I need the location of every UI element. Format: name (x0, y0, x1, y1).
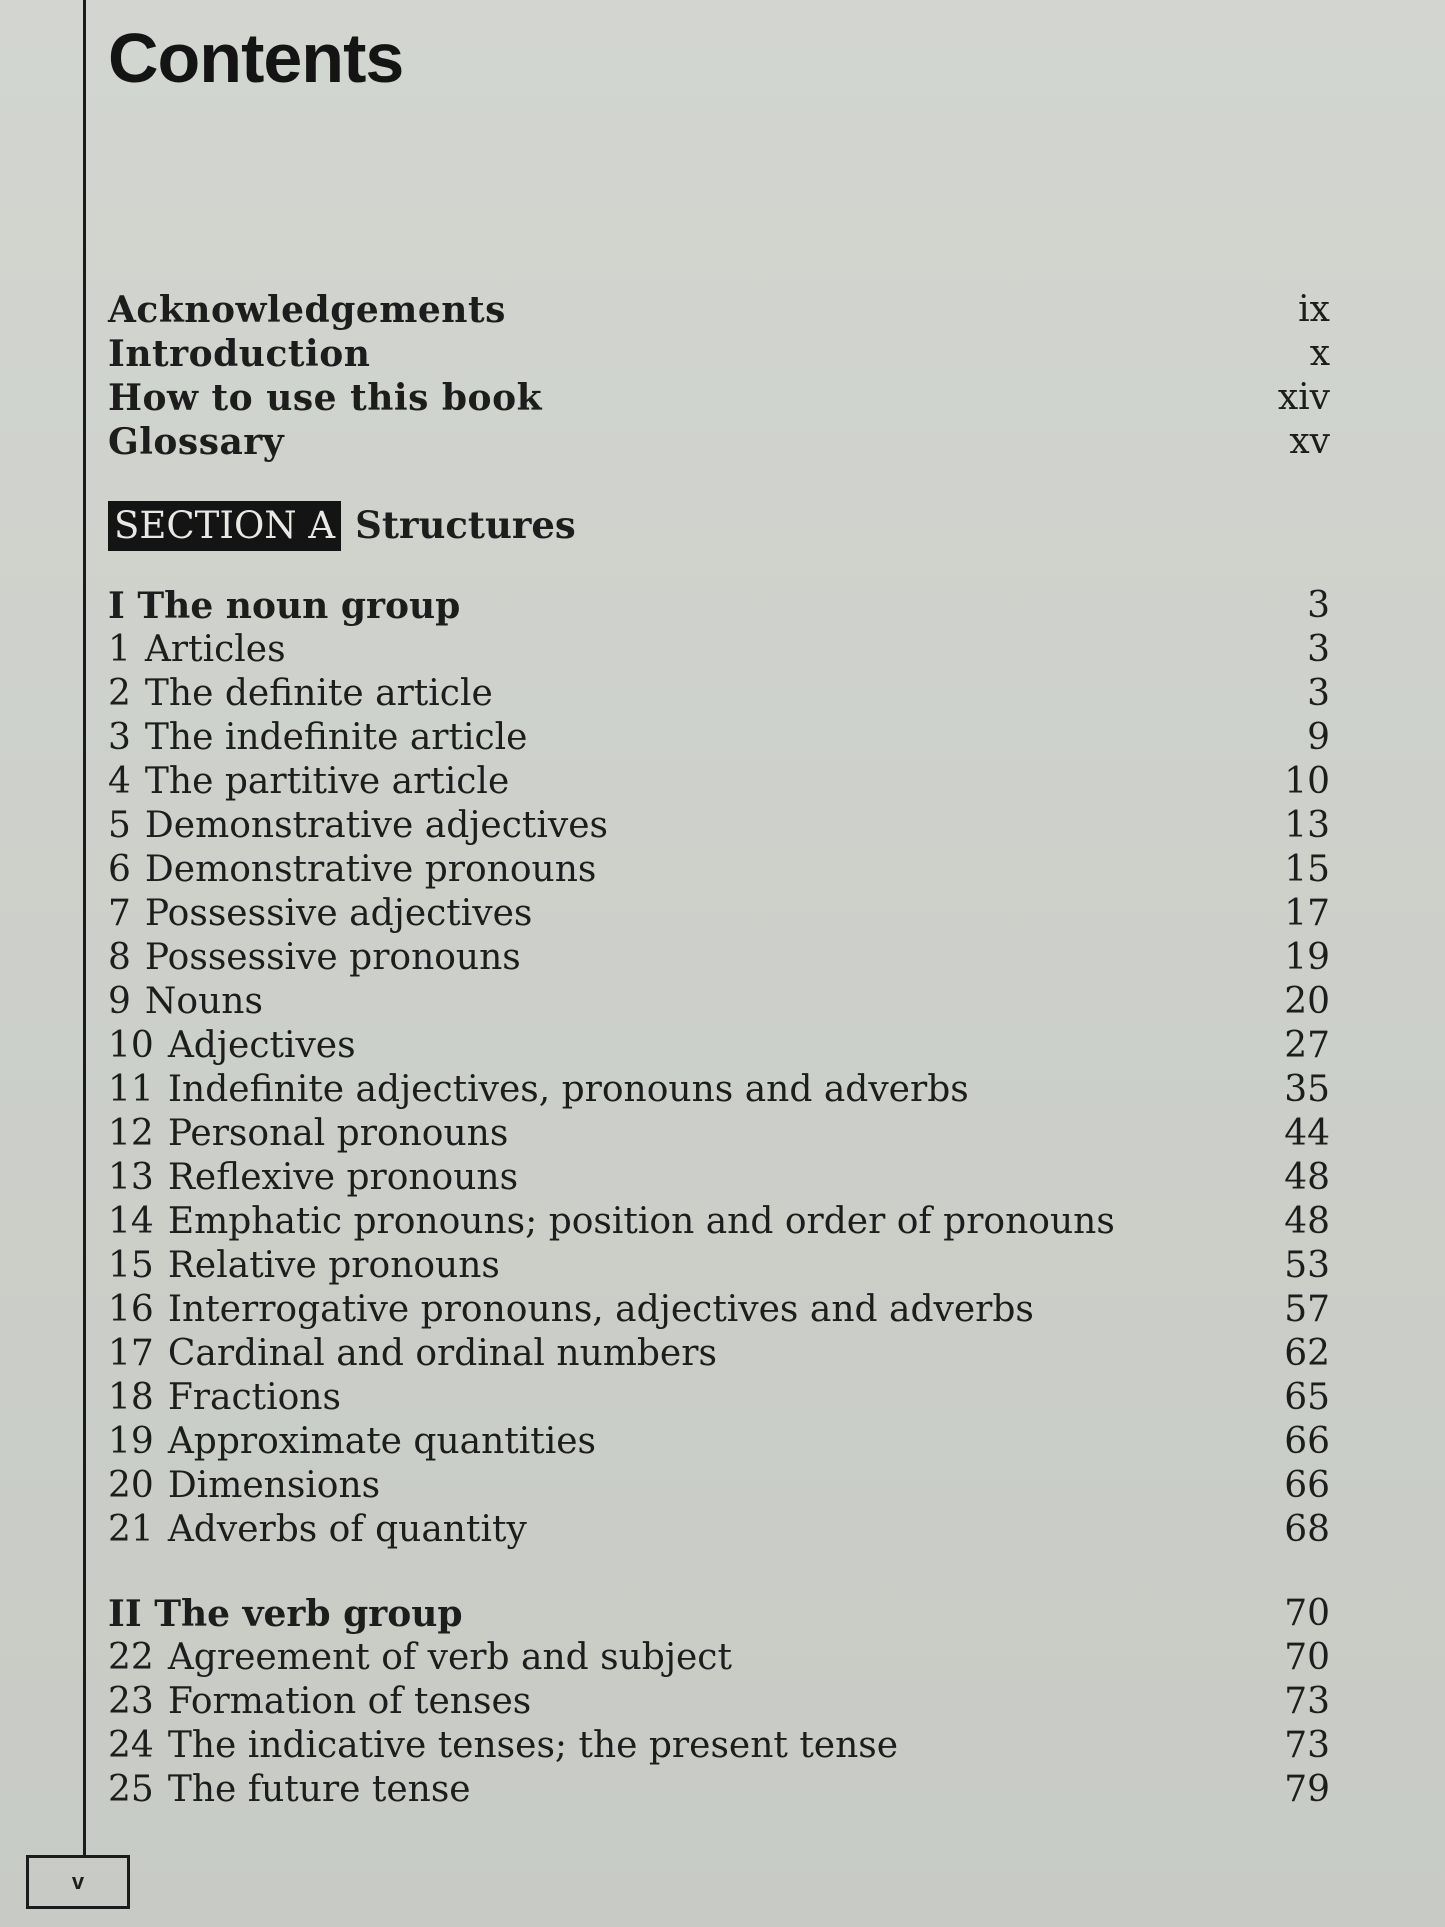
entry-title: Emphatic pronouns; position and order of pronouns (167, 1201, 1115, 1242)
toc-entry[interactable] (108, 804, 1330, 848)
toc-entry[interactable] (108, 716, 1330, 760)
entry-number: 21 (108, 1509, 154, 1550)
entry-title: Approximate quantities (167, 1421, 597, 1462)
toc-entry[interactable] (108, 628, 1330, 672)
entry-page: 73 (1284, 1725, 1330, 1766)
entry-number: 11 (108, 1069, 154, 1110)
entry-title: Articles (144, 629, 286, 670)
entry-page: 70 (1284, 1637, 1330, 1678)
entry-number: 17 (108, 1333, 154, 1374)
entry-number: 20 (108, 1465, 154, 1506)
entry-page: 44 (1284, 1113, 1330, 1154)
entry-page: 65 (1284, 1377, 1330, 1418)
entry-page: ix (1298, 289, 1330, 330)
entry-page: 48 (1284, 1201, 1330, 1242)
toc-entry[interactable] (108, 672, 1330, 716)
toc-entry[interactable] (108, 1680, 1330, 1724)
entry-title: The indicative tenses; the present tense (167, 1725, 899, 1766)
toc-entry[interactable] (108, 1244, 1330, 1288)
toc-entry[interactable] (108, 1024, 1330, 1068)
entry-title: Glossary (108, 421, 285, 463)
entry-page: 57 (1284, 1289, 1330, 1330)
entry-title: Introduction (108, 333, 371, 375)
toc-entry[interactable] (108, 936, 1330, 980)
toc-entry-front[interactable] (108, 288, 1330, 332)
toc-entry[interactable] (108, 980, 1330, 1024)
toc-entry[interactable] (108, 1376, 1330, 1420)
entry-number: 7 (108, 893, 131, 934)
toc-entry[interactable] (108, 848, 1330, 892)
toc-entry[interactable] (108, 892, 1330, 936)
entry-page: x (1309, 333, 1330, 374)
entry-page: 35 (1284, 1069, 1330, 1110)
toc-entry[interactable] (108, 1724, 1330, 1768)
toc-entry[interactable] (108, 1200, 1330, 1244)
entry-number: 9 (108, 981, 131, 1022)
margin-rule (83, 0, 86, 1855)
entry-title: Demonstrative adjectives (144, 805, 608, 846)
entry-page: 27 (1284, 1025, 1330, 1066)
entry-page: 3 (1307, 629, 1330, 670)
entry-title: How to use this book (108, 377, 543, 419)
entry-number: 13 (108, 1157, 154, 1198)
entry-number: 23 (108, 1681, 154, 1722)
entry-number: 6 (108, 849, 131, 890)
section-name: Structures (355, 503, 576, 547)
entry-title: Reflexive pronouns (167, 1157, 519, 1198)
entry-page: 10 (1284, 761, 1330, 802)
entry-page: xv (1289, 421, 1330, 462)
entry-title: Possessive pronouns (144, 937, 521, 978)
page-title: Contents (108, 19, 404, 97)
section-badge: SECTION A (108, 501, 341, 551)
entry-page: 53 (1284, 1245, 1330, 1286)
entry-number: 15 (108, 1245, 154, 1286)
entry-number: 8 (108, 937, 131, 978)
entry-page: 3 (1307, 585, 1330, 626)
group-title: I The noun group (108, 585, 461, 627)
entry-number: 24 (108, 1725, 154, 1766)
toc-entry-front[interactable] (108, 420, 1330, 464)
entry-number: 1 (108, 629, 131, 670)
page-folio: v (26, 1855, 130, 1909)
entry-page: 15 (1284, 849, 1330, 890)
entry-number: 25 (108, 1769, 154, 1810)
entry-title: The definite article (144, 673, 493, 714)
group-title: II The verb group (108, 1593, 463, 1635)
entry-title: Dimensions (167, 1465, 381, 1506)
entry-title: Formation of tenses (167, 1681, 532, 1722)
entry-number: 3 (108, 717, 131, 758)
entry-title: Possessive adjectives (144, 893, 533, 934)
entry-page: 79 (1284, 1769, 1330, 1810)
toc-entry[interactable] (108, 760, 1330, 804)
entry-number: 14 (108, 1201, 154, 1242)
entry-number: 19 (108, 1421, 154, 1462)
toc-entry[interactable] (108, 1068, 1330, 1112)
toc-entry[interactable] (108, 1288, 1330, 1332)
entry-number: 4 (108, 761, 131, 802)
toc-entry[interactable] (108, 1420, 1330, 1464)
toc-entry[interactable] (108, 1508, 1330, 1552)
entry-title: Demonstrative pronouns (144, 849, 597, 890)
entry-page: 66 (1284, 1421, 1330, 1462)
entry-title: Cardinal and ordinal numbers (167, 1333, 717, 1374)
entry-page: 66 (1284, 1465, 1330, 1506)
toc-entry[interactable] (108, 1332, 1330, 1376)
entry-title: Indefinite adjectives, pronouns and adverbs (167, 1069, 969, 1110)
entry-title: The indefinite article (144, 717, 528, 758)
entry-page: 3 (1307, 673, 1330, 714)
toc-entry[interactable] (108, 1636, 1330, 1680)
entry-title: Agreement of verb and subject (167, 1637, 732, 1678)
entry-number: 2 (108, 673, 131, 714)
entry-page: 73 (1284, 1681, 1330, 1722)
entry-page: 70 (1284, 1593, 1330, 1634)
toc-entry-front[interactable] (108, 332, 1330, 376)
toc-entry[interactable] (108, 1112, 1330, 1156)
entry-page: 68 (1284, 1509, 1330, 1550)
entry-number: 22 (108, 1637, 154, 1678)
entry-page: 19 (1284, 937, 1330, 978)
entry-page: 62 (1284, 1333, 1330, 1374)
section-header (108, 500, 576, 550)
entry-page: 13 (1284, 805, 1330, 846)
entry-number: 10 (108, 1025, 154, 1066)
toc-group-heading[interactable] (108, 1592, 1330, 1636)
entry-title: Relative pronouns (167, 1245, 500, 1286)
entry-number: 5 (108, 805, 131, 846)
entry-title: Interrogative pronouns, adjectives and adverbs (167, 1289, 1034, 1330)
entry-title: Nouns (144, 981, 263, 1022)
entry-title: Personal pronouns (167, 1113, 509, 1154)
entry-title: Adjectives (167, 1025, 356, 1066)
entry-page: xiv (1277, 377, 1330, 418)
entry-page: 48 (1284, 1157, 1330, 1198)
entry-title: Adverbs of quantity (167, 1509, 527, 1550)
entry-page: 17 (1284, 893, 1330, 934)
entry-title: The future tense (167, 1769, 471, 1810)
entry-number: 18 (108, 1377, 154, 1418)
toc-entry[interactable] (108, 1156, 1330, 1200)
entry-title: Fractions (167, 1377, 341, 1418)
toc-entry[interactable] (108, 1768, 1330, 1812)
entry-title: Acknowledgements (108, 289, 506, 331)
entry-page: 9 (1307, 717, 1330, 758)
entry-page: 20 (1284, 981, 1330, 1022)
toc-entry-front[interactable] (108, 376, 1330, 420)
toc-group-heading[interactable] (108, 584, 1330, 628)
entry-number: 12 (108, 1113, 154, 1154)
entry-title: The partitive article (144, 761, 510, 802)
entry-number: 16 (108, 1289, 154, 1330)
toc-entry[interactable] (108, 1464, 1330, 1508)
